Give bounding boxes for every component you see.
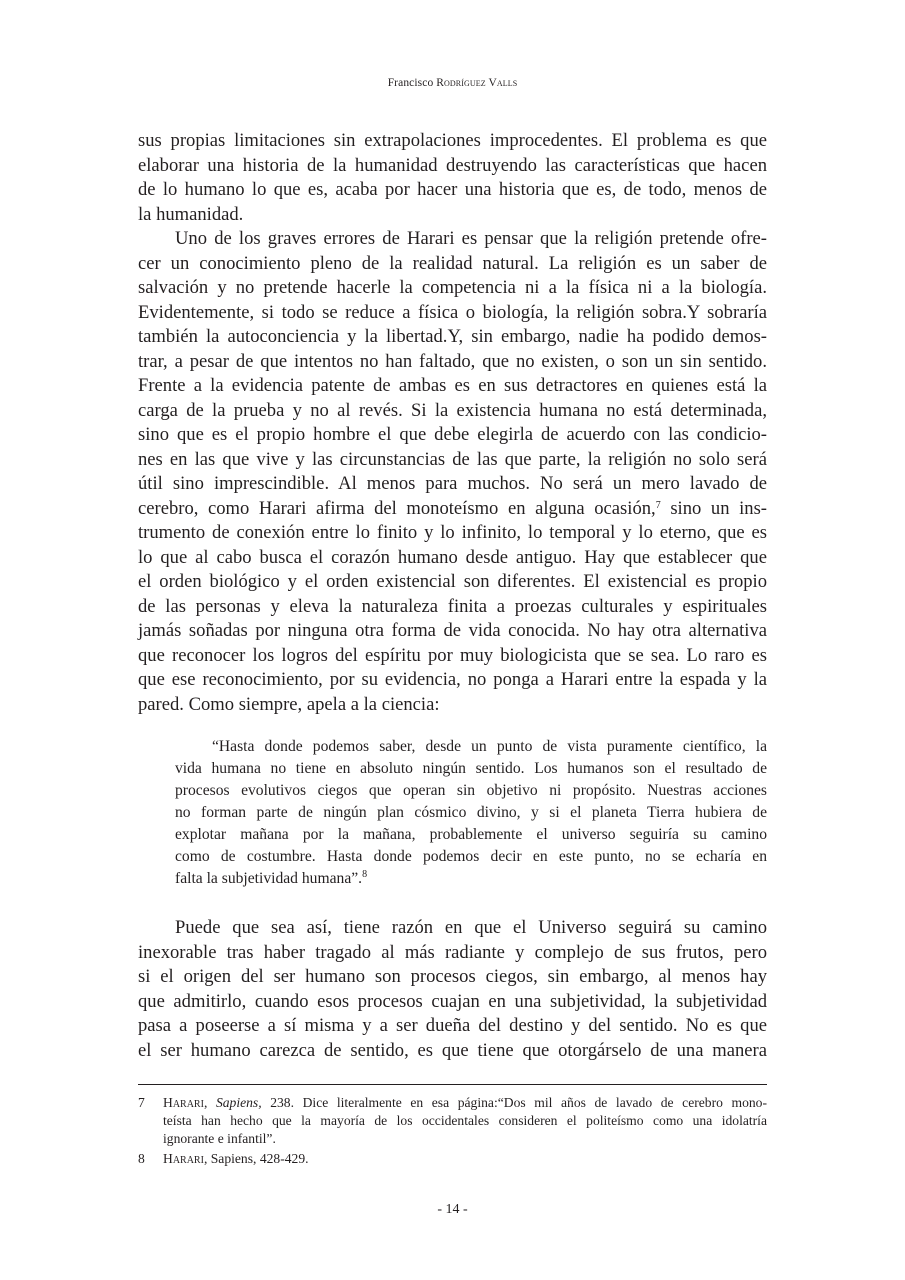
text-line: que ese reconocimiento, por su evidencia, no ponga a Harari entre la espada y la xyxy=(138,669,767,690)
footnote-ref-8[interactable]: 8 xyxy=(362,869,368,880)
footnote-author: Harari xyxy=(163,1151,204,1166)
text-line: el orden biológico y el orden existencial son diferentes. El existencial es propio xyxy=(138,571,767,592)
text-line: inexorable tras haber tragado al más radiante y complejo de sus frutos, pero xyxy=(138,941,767,963)
text-line: si el origen del ser humano son procesos ciegos, sin embargo, al menos hay xyxy=(138,966,767,987)
quote-line: “Hasta donde podemos saber, desde un punto de vista puramente científico, la xyxy=(212,738,767,755)
text-segment: sino un ins- xyxy=(660,497,767,519)
text-line: Uno de los graves errores de Harari es pensar que la religión pretende ofre- xyxy=(175,228,767,249)
text-line: jamás soñadas por ninguna otra forma de vida conocida. No hay otra alternativa xyxy=(138,620,767,641)
text-line: Evidentemente, si todo se reduce a física o biología, la religión sobra.Y sobraría xyxy=(138,301,767,323)
quote-line: explotar mañana por la mañana, probablemente el universo seguiría su camino xyxy=(175,826,767,843)
quote-line: como de costumbre. Hasta donde podemos decir en este punto, no se echaría en xyxy=(175,848,767,865)
text-line: trumento de conexión entre lo finito y lo infinito, lo temporal y lo eterno, que es xyxy=(138,522,767,543)
text-line: Frente a la evidencia patente de ambas es en sus detractores en quienes está la xyxy=(138,375,767,396)
text-line: también la autoconciencia y la libertad.Y, sin embargo, nadie ha podido demos- xyxy=(138,326,767,347)
text-line: el ser humano carezca de sentido, es que tiene que otorgárselo de una manera xyxy=(138,1039,767,1061)
footnote-7 xyxy=(138,1094,767,1148)
quote-line: no forman parte de ningún plan cósmico divino, y si el planeta Tierra hubiera de xyxy=(175,804,767,821)
quote-line: vida humana no tiene en absoluto ningún sentido. Los humanos son el resultado de xyxy=(175,760,767,777)
footnote-divider xyxy=(138,1084,767,1085)
text-line: trar, a pesar de que intentos no han faltado, que no existen, o son un sin sentido. xyxy=(138,350,767,372)
footnote-8 xyxy=(138,1150,767,1168)
paragraph-1 xyxy=(138,129,767,227)
text-line: de lo humano lo que es, acaba por hacer una historia que es, de todo, menos de xyxy=(138,179,767,200)
text-line: pasa a poseerse a sí misma y a ser dueña del destino y del sentido. No es que xyxy=(138,1015,767,1036)
quote-line xyxy=(175,868,767,890)
text-line: sus propias limitaciones sin extrapolaciones improcedentes. El problema es que xyxy=(138,130,767,151)
footnote-line: ignorante e infantil”. xyxy=(163,1131,276,1146)
text-line: nes en las que vive y las circunstancias de las que parte, la religión no solo será xyxy=(138,448,767,470)
paragraph-2 xyxy=(138,227,767,717)
text-line: pared. Como siempre, apela a la ciencia: xyxy=(138,693,440,715)
text-line: Puede que sea así, tiene razón en que el Universo seguirá su camino xyxy=(175,917,767,938)
text-line: carga de la prueba y no al revés. Si la existencia humana no está determinada, xyxy=(138,399,767,421)
text-line: lo que al cabo busca el corazón humano desde antiguo. Hay que establecer que xyxy=(138,546,767,568)
header-author-first: Francisco xyxy=(387,77,434,89)
text-line: útil sino imprescindible. Al menos para muchos. No será un mero lavado de xyxy=(138,473,767,494)
footnote-number: 8 xyxy=(138,1151,145,1166)
text-line: salvación y no pretende hacerle la competencia ni a la física ni a la biología. xyxy=(138,277,767,298)
paragraph-3 xyxy=(138,916,767,1063)
block-quote xyxy=(175,736,767,890)
footnote-ref-7[interactable]: 7 xyxy=(655,499,661,511)
running-header xyxy=(0,77,905,89)
text-segment: , Sapiens, 428-429. xyxy=(203,1151,309,1166)
footnote-line: Harari, Sapiens, 238. Dice literalmente en esa página:“Dos mil años de lavado de cerebro mono- xyxy=(163,1095,767,1110)
text-line: que reconocer los logros del espíritu por muy biologicista que se sea. Lo raro es xyxy=(138,644,767,666)
footnote-line: teísta han hecho que la mayoría de los occidentales consideren el politeísmo como una idolatría xyxy=(163,1113,767,1128)
text-line: elaborar una historia de la humanidad destruyendo las características que hacen xyxy=(138,154,767,176)
quote-line: procesos evolutivos ciegos que operan sin objetivo ni propósito. Nuestras acciones xyxy=(175,782,767,799)
text-line: la humanidad. xyxy=(138,203,244,225)
text-line: cer un conocimiento pleno de la realidad natural. La religión es un saber de xyxy=(138,252,767,274)
text-segment: 238. Dice literalmente en esa página:“Dos mil años de lavado de cerebro mono- xyxy=(261,1095,767,1110)
text-line: sino que es el propio hombre el que debe elegirla de acuerdo con las condicio- xyxy=(138,424,767,445)
text-segment: falta la subjetividad humana”. xyxy=(175,870,363,887)
footnote-title: Sapiens, xyxy=(215,1095,262,1110)
header-author-last: Rodríguez Valls xyxy=(436,77,518,89)
text-segment: cerebro, como Harari afirma del monoteísmo en alguna ocasión, xyxy=(138,497,656,519)
text-line: de las personas y eleva la naturaleza finita a proezas culturales y espirituales xyxy=(138,595,767,617)
page-number: - 14 - xyxy=(437,1202,468,1217)
footnote-author: Harari xyxy=(163,1095,204,1110)
footnote-line xyxy=(163,1150,767,1168)
text-line: que admitirlo, cuando esos procesos cuajan en una subjetividad, la subjetividad xyxy=(138,990,767,1012)
text-line xyxy=(138,497,767,522)
footnote-number: 7 xyxy=(138,1095,145,1110)
